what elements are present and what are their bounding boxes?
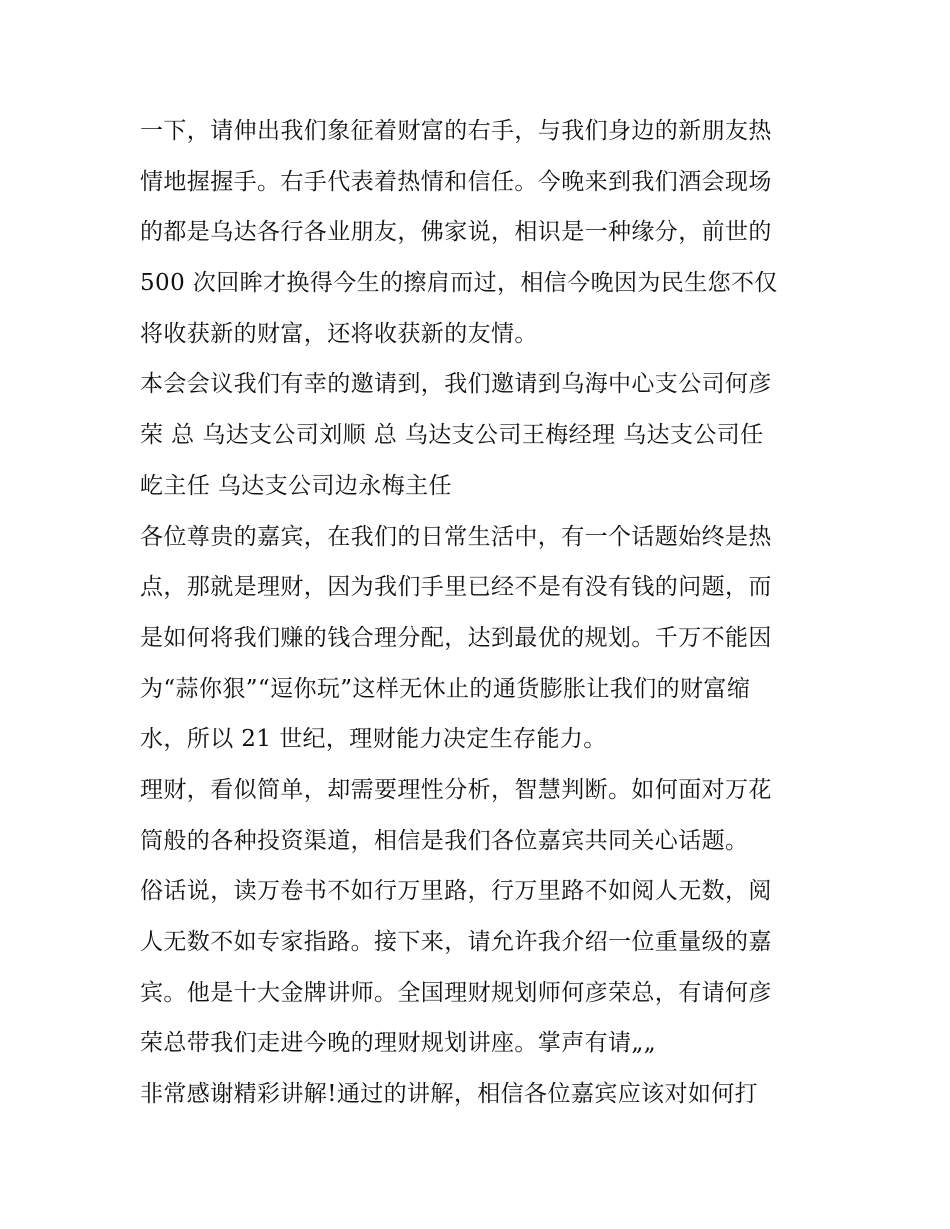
text-line: 理财，看似简单，却需要理性分析，智慧判断。如何面对万花: [140, 776, 772, 803]
text-line: 俗话说，读万卷书不如行万里路，行万里路不如阅人无数，阅: [140, 878, 772, 905]
text-line: 宾。他是十大金牌讲师。全国理财规划师何彦荣总，有请何彦: [140, 979, 772, 1006]
text-line: 荣总带我们走进今晚的理财规划讲座。掌声有请„„: [140, 1030, 657, 1057]
text-line: 为“蒜你狠”“逗你玩”这样无休止的通货膨胀让我们的财富缩: [140, 675, 751, 702]
text-line: 屹主任 乌达支公司边永梅主任: [140, 472, 452, 499]
text-line: 一下，请伸出我们象征着财富的右手，与我们身边的新朋友热: [140, 118, 772, 144]
text-line: 500 次回眸才换得今生的擦肩而过，相信今晚因为民生您不仅: [140, 270, 778, 297]
text-line: 非常感谢精彩讲解!通过的讲解，相信各位嘉宾应该对如何打: [140, 1081, 759, 1108]
text-line: 情地握握手。右手代表着热情和信任。今晚来到我们酒会现场: [140, 168, 772, 195]
text-line: 水，所以 21 世纪，理财能力决定生存能力。: [140, 726, 607, 753]
text-line: 筒般的各种投资渠道，相信是我们各位嘉宾共同关心话题。: [140, 827, 749, 854]
text-line: 的都是乌达各行各业朋友，佛家说，相识是一种缘分，前世的: [140, 219, 772, 246]
text-line: 点，那就是理财，因为我们手里已经不是有没有钱的问题，而: [140, 574, 772, 601]
text-line: 本会会议我们有幸的邀请到，我们邀请到乌海中心支公司何彦: [140, 371, 772, 398]
text-line: 将收获新的财富，还将收获新的友情。: [140, 320, 538, 347]
text-line: 是如何将我们赚的钱合理分配，达到最优的规划。千万不能因: [140, 624, 772, 651]
text-line: 各位尊贵的嘉宾，在我们的日常生活中，有一个话题始终是热: [140, 523, 772, 550]
document-body: [140, 106, 820, 1120]
text-line: 荣 总 乌达支公司刘顺 总 乌达支公司王梅经理 乌达支公司任: [140, 422, 764, 449]
text-line: 人无数不如专家指路。接下来，请允许我介绍一位重量级的嘉: [140, 929, 772, 955]
